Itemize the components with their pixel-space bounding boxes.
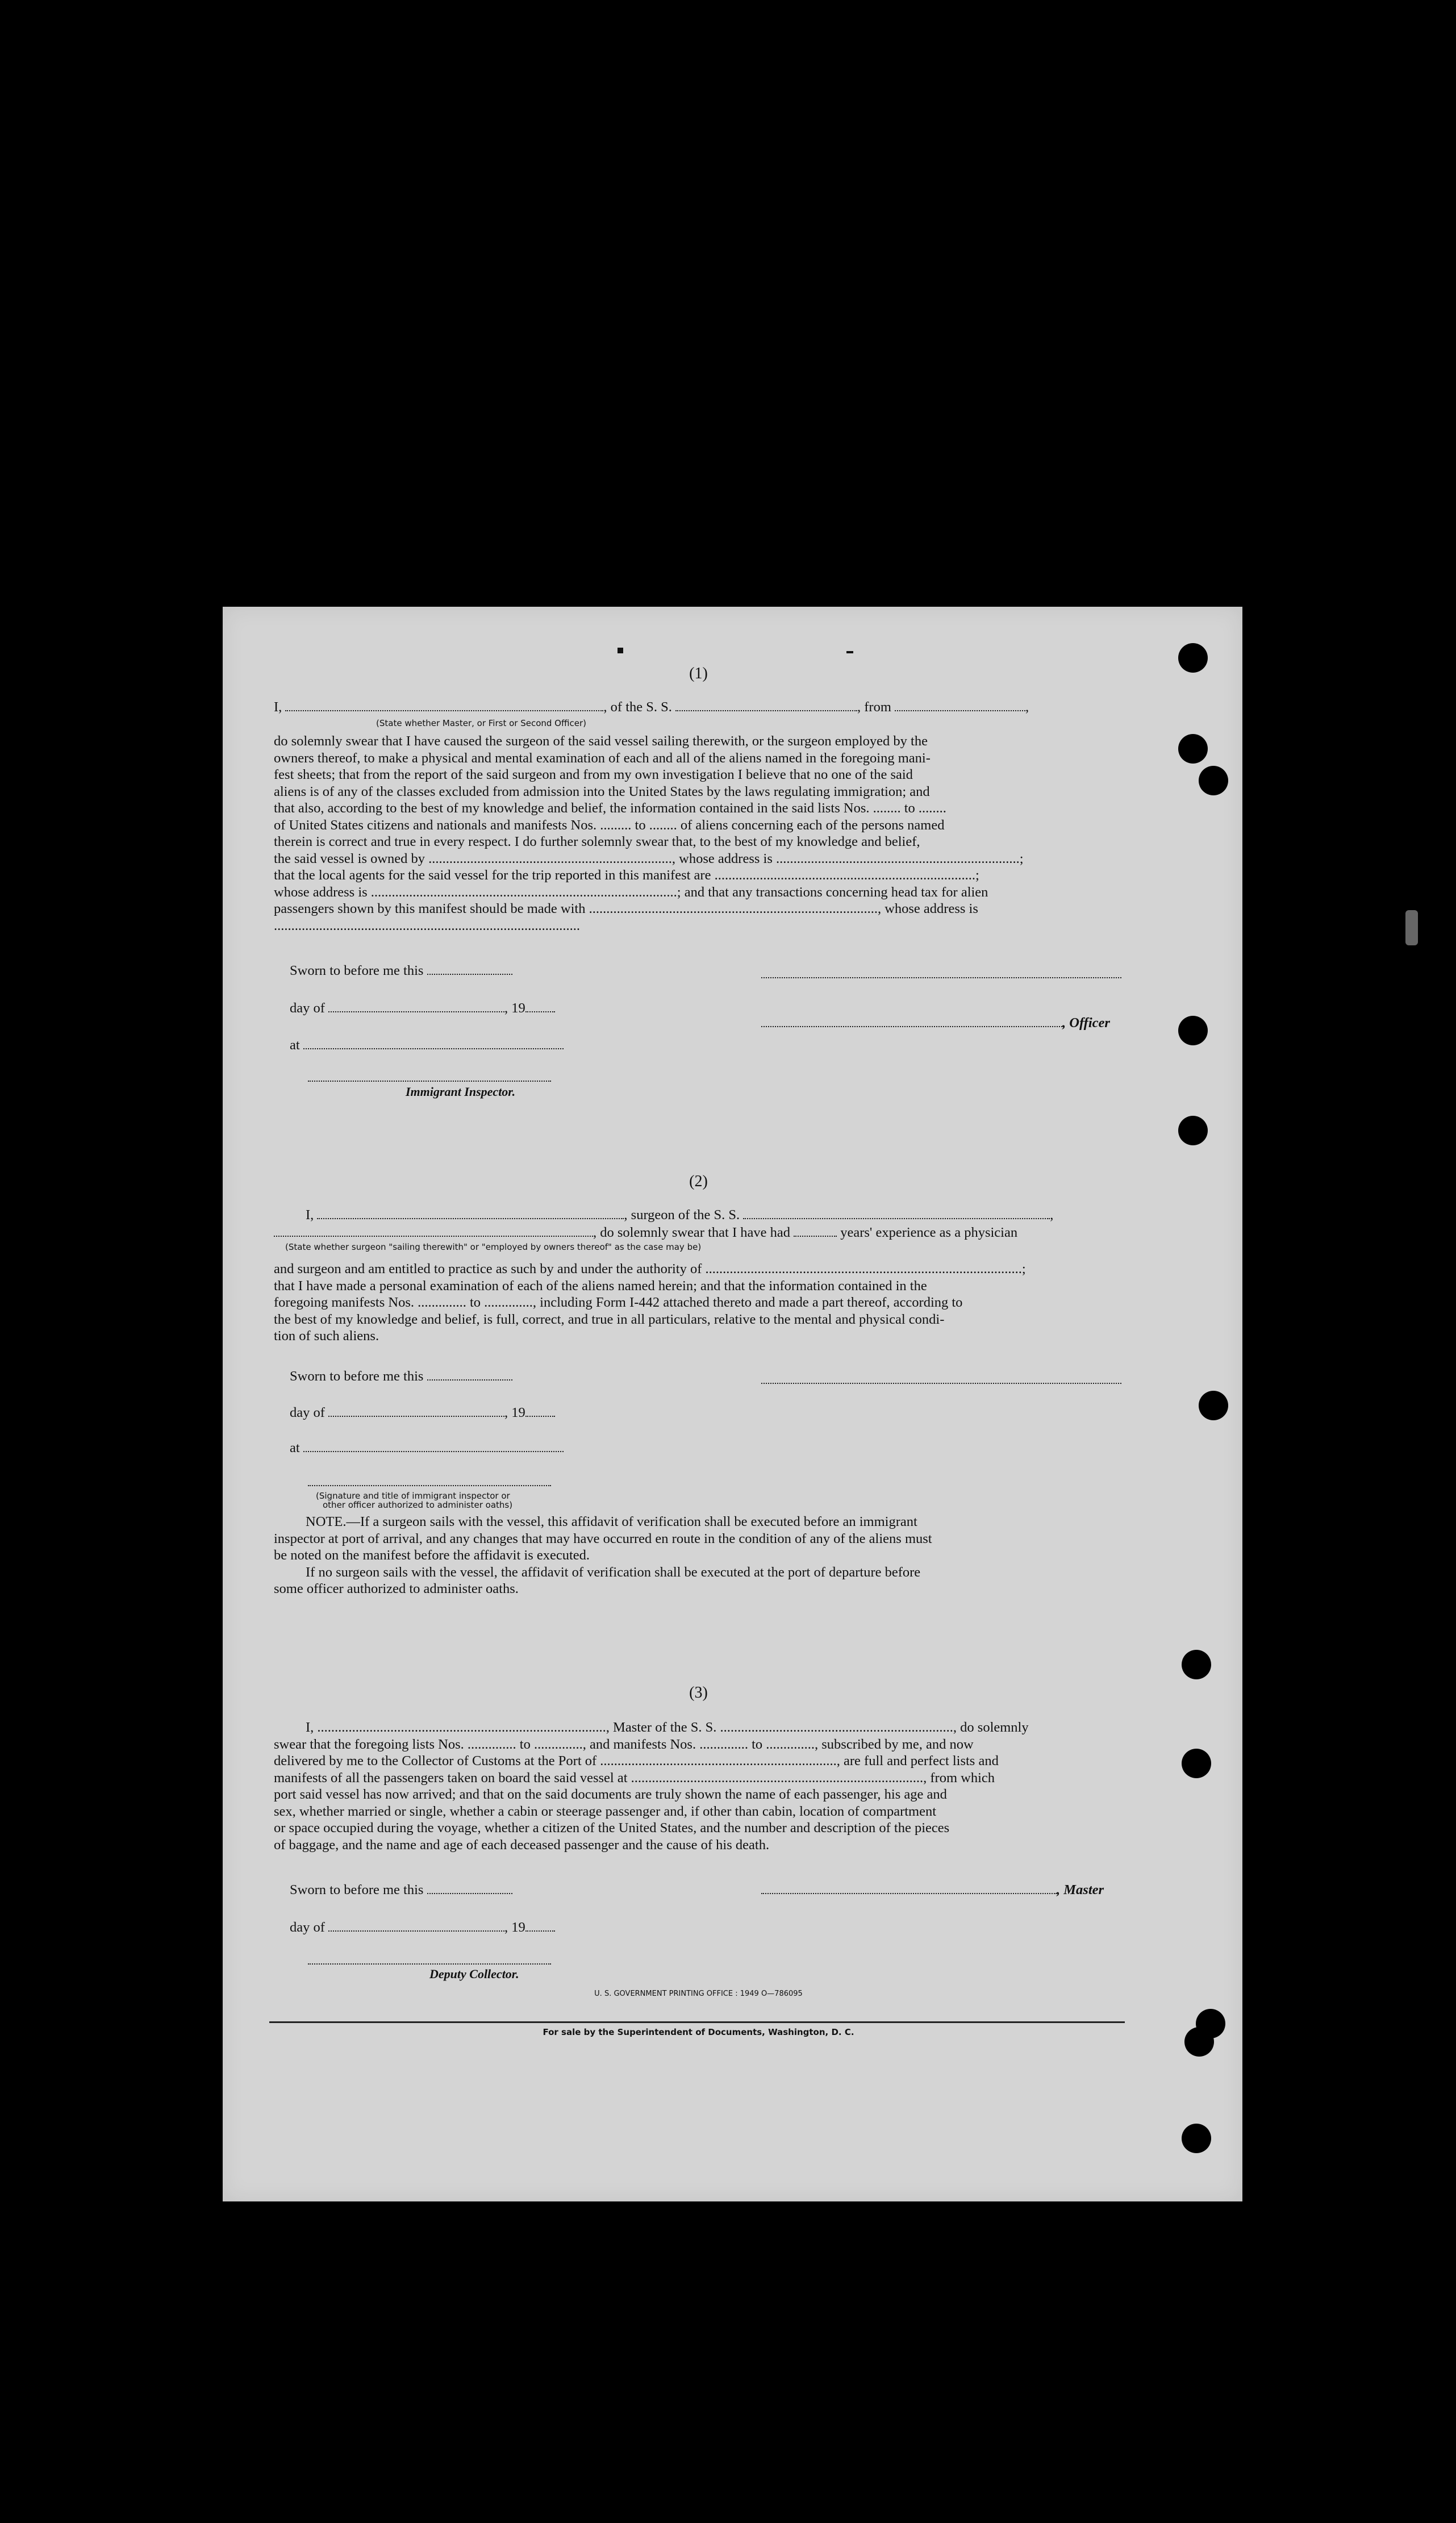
body-line: or space occupied during the voyage, whether a citizen of the United States, and the number and description of the pieces bbox=[274, 1820, 950, 1836]
sig-caption-1: (Signature and title of immigrant inspector or bbox=[316, 1491, 510, 1501]
sworn-date-field[interactable] bbox=[427, 964, 512, 975]
note-block bbox=[274, 1513, 1123, 1598]
master-signature-field[interactable] bbox=[761, 1883, 1057, 1894]
day-label: day of bbox=[290, 1405, 325, 1420]
year-label: , 19 bbox=[504, 1405, 525, 1420]
edge-mark bbox=[1405, 910, 1418, 945]
punch-hole bbox=[1182, 1650, 1211, 1679]
gpo-imprint: U. S. GOVERNMENT PRINTING OFFICE : 1949 O—786095 bbox=[594, 1990, 803, 1998]
swear-text: , do solemnly swear that I have had bbox=[593, 1225, 790, 1240]
punch-hole bbox=[1184, 2027, 1214, 2057]
years-field[interactable] bbox=[794, 1225, 837, 1237]
day-field[interactable] bbox=[328, 1001, 504, 1012]
body-line: of baggage, and the name and age of each deceased passenger and the cause of his death. bbox=[274, 1837, 770, 1853]
section-1-caption: (State whether Master, or First or Second Officer) bbox=[376, 718, 586, 728]
master-line bbox=[761, 1882, 1104, 1899]
vessel-field[interactable] bbox=[743, 1208, 1050, 1219]
at-line bbox=[290, 1440, 564, 1457]
note-line: If no surgeon sails with the vessel, the affidavit of verification shall be executed at the port of departure before bbox=[306, 1564, 921, 1580]
sworn-date-field[interactable] bbox=[427, 1883, 512, 1894]
punch-hole bbox=[1182, 1749, 1211, 1778]
section-2-ss: , surgeon of the S. S. bbox=[624, 1207, 740, 1223]
year-field[interactable] bbox=[525, 1920, 555, 1932]
section-3-body bbox=[274, 1719, 1123, 1853]
sworn-label: Sworn to before me this bbox=[290, 1882, 424, 1898]
collector-label: Deputy Collector. bbox=[429, 1967, 519, 1981]
section-1-from: , from bbox=[857, 699, 891, 715]
day-line bbox=[290, 1919, 555, 1936]
day-label: day of bbox=[290, 1920, 325, 1935]
section-1-number: (1) bbox=[689, 665, 708, 682]
body-line: fest sheets; that from the report of the said surgeon and from my own investigation I believe that no one of the said bbox=[274, 767, 913, 782]
punch-hole bbox=[1178, 643, 1208, 673]
body-line: foregoing manifests Nos. .............. to .............., including Form I-442 attached thereto and made a part thereof, according to bbox=[274, 1295, 963, 1310]
section-1-first-line: I, , of the S. S. , from , bbox=[274, 699, 1029, 715]
sworn-line bbox=[290, 1882, 512, 1899]
sworn-label: Sworn to before me this bbox=[290, 1369, 424, 1384]
section-2-body bbox=[274, 1261, 1123, 1345]
section-1-ss: , of the S. S. bbox=[603, 699, 672, 715]
body-line: of United States citizens and nationals and manifests Nos. ......... to ........ of aliens concerning each of the persons named bbox=[274, 817, 945, 833]
body-line: that the local agents for the said vessel for the trip reported in this manifest are ...........................................................................; bbox=[274, 868, 979, 883]
punch-hole bbox=[1182, 2124, 1211, 2153]
body-line: manifests of all the passengers taken on board the said vessel at ...................................................................................., from which bbox=[274, 1770, 995, 1786]
officer-field[interactable] bbox=[761, 1016, 1062, 1027]
surgeon-type-field[interactable] bbox=[274, 1225, 593, 1237]
body-line: tion of such aliens. bbox=[274, 1328, 379, 1344]
sworn-line bbox=[290, 962, 512, 979]
section-2-number: (2) bbox=[689, 1173, 708, 1190]
day-field[interactable] bbox=[328, 1406, 504, 1417]
at-field[interactable] bbox=[303, 1441, 564, 1452]
body-line: whose address is ........................................................................................; and that any transactions concerning head tax for alien bbox=[274, 884, 988, 900]
surgeon-name-field[interactable] bbox=[317, 1208, 624, 1219]
vessel-field[interactable] bbox=[675, 700, 857, 711]
sale-notice: For sale by the Superintendent of Documents, Washington, D. C. bbox=[543, 2027, 854, 2037]
body-line: sex, whether married or single, whether a cabin or steerage passenger and, if other than cabin, location of compartment bbox=[274, 1803, 937, 1819]
officer-line bbox=[761, 1015, 1110, 1032]
body-line: the said vessel is owned by ......................................................................, whose address is ......................................................................; bbox=[274, 850, 1024, 866]
year-label: , 19 bbox=[504, 1000, 525, 1016]
footer-rule bbox=[269, 2021, 1125, 2023]
ink-speck bbox=[846, 651, 853, 653]
inspector-label: Immigrant Inspector. bbox=[406, 1085, 516, 1099]
body-line: that also, according to the best of my knowledge and belief, the information contained in the said lists Nos. ........ to ........ bbox=[274, 800, 946, 816]
inspector-signature-line[interactable] bbox=[308, 1081, 551, 1082]
collector-signature-line[interactable] bbox=[308, 1963, 551, 1965]
signature-line[interactable] bbox=[761, 1383, 1121, 1384]
body-line: aliens is of any of the classes excluded from admission into the United States by the laws regulating immigration; and bbox=[274, 783, 930, 799]
body-line: delivered by me to the Collector of Customs at the Port of ...................................................................., are full and perfect lists and bbox=[274, 1753, 999, 1769]
year-field[interactable] bbox=[525, 1406, 555, 1417]
section-1-body bbox=[274, 733, 1123, 934]
note-line: be noted on the manifest before the affidavit is executed. bbox=[274, 1548, 590, 1563]
punch-hole bbox=[1178, 1116, 1208, 1145]
body-line: do solemnly swear that I have caused the surgeon of the said vessel sailing therewith, or the surgeon employed by the bbox=[274, 733, 928, 749]
year-label: , 19 bbox=[504, 1920, 525, 1935]
note-line: inspector at port of arrival, and any changes that may have occurred en route in the condition of any of the aliens must bbox=[274, 1531, 932, 1546]
at-line bbox=[290, 1037, 564, 1054]
section-1-i: I, bbox=[274, 699, 282, 715]
officer-label: , Officer bbox=[1062, 1015, 1110, 1031]
note-line: NOTE.—If a surgeon sails with the vessel, this affidavit of verification shall be executed before an immigrant bbox=[306, 1514, 917, 1529]
signature-line[interactable] bbox=[761, 977, 1121, 978]
body-line: passengers shown by this manifest should be made with ..................................................................................., whose address is bbox=[274, 901, 978, 916]
experience-text: years' experience as a physician bbox=[840, 1225, 1018, 1240]
at-label: at bbox=[290, 1440, 300, 1456]
day-line bbox=[290, 1000, 555, 1017]
punch-hole bbox=[1178, 1016, 1208, 1045]
officer-signature-line[interactable] bbox=[308, 1485, 551, 1486]
sworn-date-field[interactable] bbox=[427, 1369, 512, 1381]
section-3-number: (3) bbox=[689, 1684, 708, 1702]
sig-caption-2: other officer authorized to administer oaths) bbox=[323, 1500, 513, 1510]
body-line: ........................................................................................ bbox=[274, 918, 580, 933]
note-line: some officer authorized to administer oaths. bbox=[274, 1581, 519, 1596]
day-line bbox=[290, 1404, 555, 1421]
body-line: the best of my knowledge and belief, is full, correct, and true in all particulars, relative to the mental and physical condi- bbox=[274, 1311, 945, 1327]
day-field[interactable] bbox=[328, 1920, 504, 1932]
day-label: day of bbox=[290, 1000, 325, 1016]
section-2-caption: (State whether surgeon "sailing therewith" or "employed by owners thereof" as the case may be) bbox=[285, 1242, 702, 1252]
name-field[interactable] bbox=[285, 700, 603, 711]
section-2-second-line bbox=[274, 1224, 1017, 1241]
master-label: , Master bbox=[1057, 1882, 1104, 1898]
body-line: port said vessel has now arrived; and that on the said documents are truly shown the name of each passenger, his age and bbox=[274, 1787, 947, 1802]
body-line: swear that the foregoing lists Nos. .............. to .............., and manifests Nos. .............. to .............., subscribed by me, and now bbox=[274, 1736, 974, 1752]
punch-hole bbox=[1199, 1391, 1228, 1420]
body-line: owners thereof, to make a physical and mental examination of each and all of the aliens named in the foregoing mani- bbox=[274, 750, 931, 766]
body-line: and surgeon and am entitled to practice as such by and under the authority of ...........................................................................................; bbox=[274, 1261, 1026, 1277]
year-field[interactable] bbox=[525, 1001, 555, 1012]
sworn-label: Sworn to before me this bbox=[290, 963, 424, 978]
at-label: at bbox=[290, 1037, 300, 1053]
body-line: that I have made a personal examination of each of the aliens named herein; and that the information contained in the bbox=[274, 1278, 927, 1294]
from-field[interactable] bbox=[895, 700, 1025, 711]
form-page bbox=[223, 607, 1242, 2201]
section-2-first-line: I, , surgeon of the S. S. , bbox=[306, 1207, 1054, 1223]
punch-hole bbox=[1178, 734, 1208, 764]
sworn-line bbox=[290, 1368, 512, 1385]
ink-speck bbox=[618, 648, 623, 653]
at-field[interactable] bbox=[303, 1038, 564, 1049]
punch-hole bbox=[1199, 766, 1228, 795]
body-line: I, ..................................................................................., Master of the S. S. ..................................................................., do solemnly bbox=[306, 1720, 1029, 1735]
body-line: therein is correct and true in every respect. I do further solemnly swear that, to the best of my knowledge and belief, bbox=[274, 834, 920, 849]
section-2-i: I, bbox=[306, 1207, 314, 1223]
